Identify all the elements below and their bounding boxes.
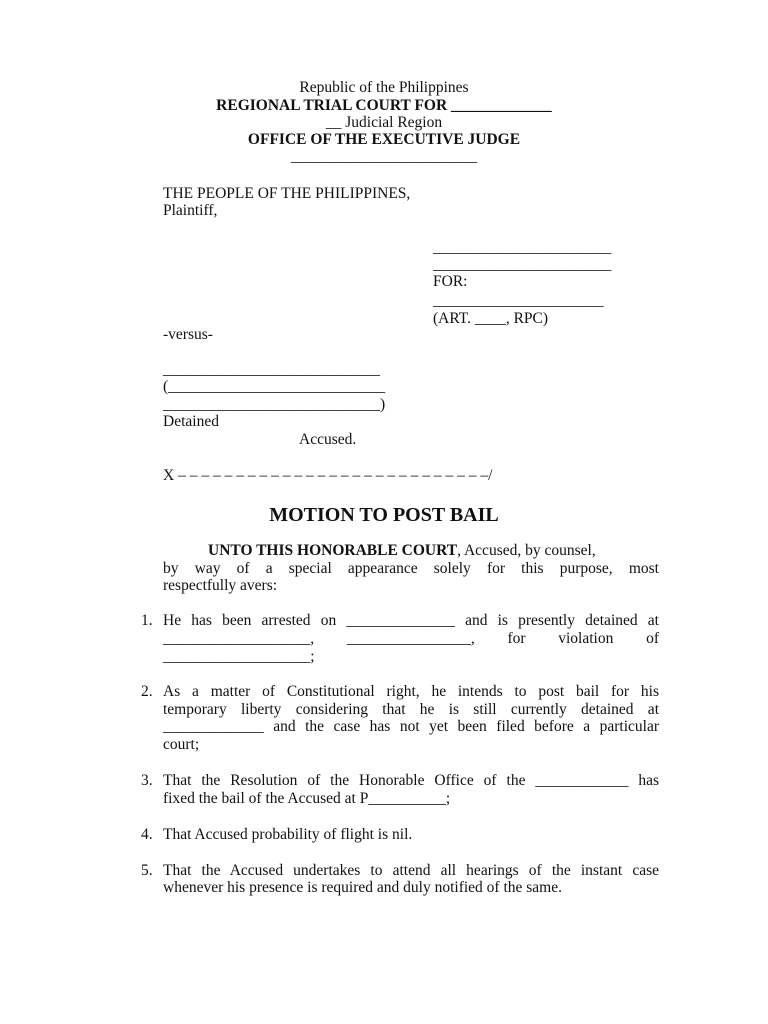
case-number-blank-1: _______________________ [433,239,612,256]
item-1-place-blank: ________________, [346,630,475,647]
header-region: __ Judicial Region [325,114,443,131]
item-1-number: 1. [141,612,153,629]
document-title: MOTION TO POST BAIL [269,504,499,526]
caption-separator: X – – – – – – – – – – – – – – – – – – – – – – – – – – –/ [163,467,493,484]
accused-alias-blank: (____________________________ [163,378,386,395]
header-court: REGIONAL TRIAL COURT FOR _____________ [216,97,552,114]
item-5-line-1: That the Accused undertakes to attend all hearings of the instant case [163,862,659,879]
intro-line-3: respectfully avers: [163,577,278,594]
case-article: (ART. ____, RPC) [433,310,549,327]
item-5-line-2: whenever his presence is required and duly notified of the same. [163,879,562,896]
header-blank: ________________________ [291,148,477,165]
intro-lead-bold: UNTO THIS HONORABLE COURT [208,542,458,559]
item-3-line-2: fixed the bail of the Accused at P__________; [163,790,451,807]
intro-line-2: by way of a special appearance solely for this purpose, most [163,560,659,577]
item-2-line-4: court; [163,736,200,753]
item-1-word-for: for [507,630,526,647]
item-2-line-2: temporary liberty considering that he is still currently detained at [163,701,659,718]
item-1-line-3: ___________________; [163,648,315,665]
item-1-line-2 [163,630,659,648]
item-2-number: 2. [141,683,153,700]
item-1-line-1: He has been arrested on ______________ and is presently detained at [163,612,659,629]
accused-label: Accused. [299,431,357,448]
item-3-number: 3. [141,772,153,789]
intro-lead-rest: , Accused, by counsel, [457,542,596,559]
header-republic: Republic of the Philippines [299,79,469,96]
header-office: OFFICE OF THE EXECUTIVE JUDGE [247,131,521,148]
item-1-word-of: of [646,630,659,647]
item-2-line-3: _____________ and the case has not yet been filed before a particular [163,718,659,735]
item-1-location-blank: ___________________, [163,630,315,647]
case-number-blank-2: _______________________ [433,256,612,273]
plaintiff-name: THE PEOPLE OF THE PHILIPPINES, [163,185,411,202]
item-4-line-1: That Accused probability of flight is nil. [163,826,413,843]
case-for-label: FOR: [433,273,468,290]
versus-label: -versus- [163,326,213,343]
detained-label: Detained [163,413,219,430]
item-2-line-1: As a matter of Constitutional right, he intends to post bail for his [163,683,659,700]
case-offense-blank: ______________________ [433,292,604,309]
accused-name-blank: ____________________________ [163,361,380,378]
item-3-line-1: That the Resolution of the Honorable Office of the ____________ has [163,772,659,789]
item-5-number: 5. [141,862,153,879]
item-1-word-violation: violation [558,630,614,647]
item-4-number: 4. [141,826,153,843]
plaintiff-label: Plaintiff, [163,202,218,219]
accused-alias-blank-close: ____________________________) [163,396,386,413]
intro-line-1 [208,542,596,560]
